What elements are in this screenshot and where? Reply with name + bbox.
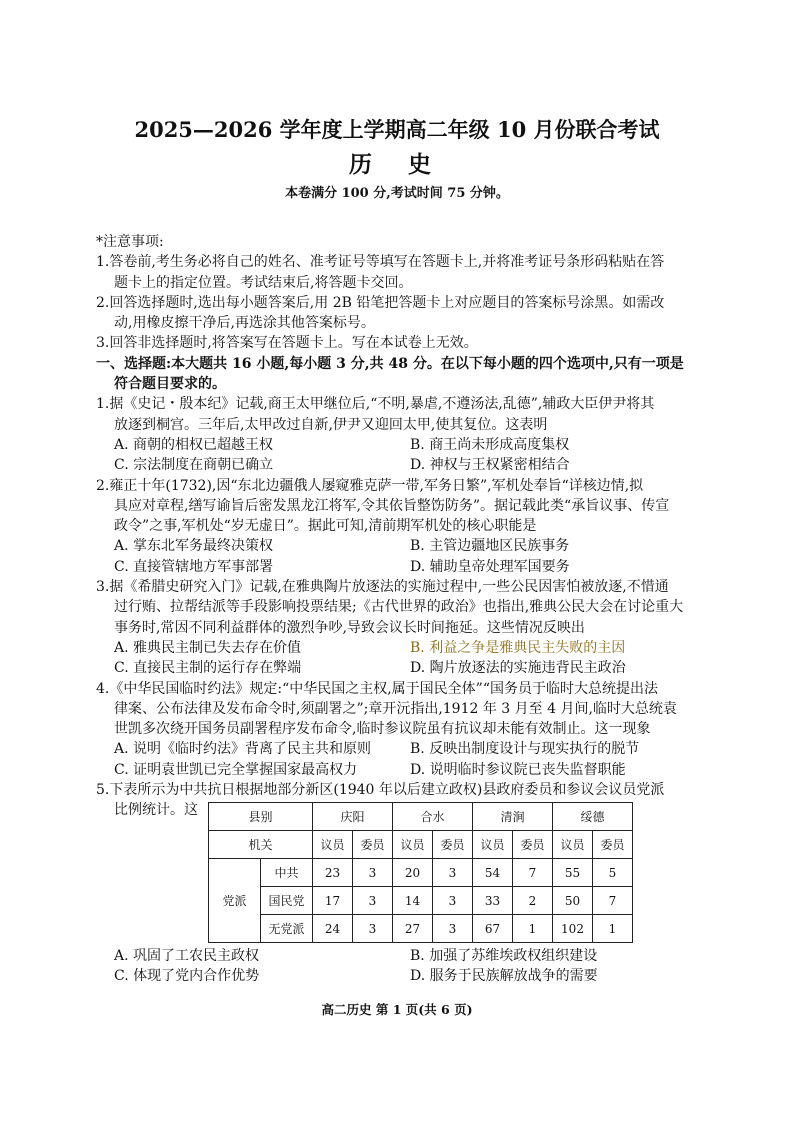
question-2-text: 政令”之事,军机处“岁无虚日”。据此可知,清前期军机处的核心职能是: [114, 518, 537, 535]
table-header-cell: 合水: [393, 803, 473, 831]
question-3-options: [96, 638, 736, 658]
table-cell: 国民党: [261, 887, 313, 915]
question-5-text: 5.下表所示为中共抗日根据地部分新区(1940 年以后建立政权)县政府委员和参议会议员党派: [96, 782, 665, 799]
option-d: D. 陶片放逐法的实施违背民主政治: [410, 660, 626, 677]
table-cell: 3: [353, 915, 393, 943]
table-header-cell: 议员: [553, 831, 593, 859]
section-heading-cont: 符合题目要求的。: [114, 376, 226, 393]
option-b: B. 商王尚未形成高度集权: [410, 436, 570, 453]
question-2-text: 具应对章程,缮写谕旨后密发黑龙江将军,令其依旨整饬防务”。据记载此类“承旨议事、传宣: [114, 497, 670, 514]
table-cell: 67: [473, 915, 513, 943]
table-cell: 50: [553, 887, 593, 915]
option-d: D. 神权与王权紧密相结合: [410, 457, 570, 474]
question-5-options-block: [96, 946, 736, 987]
party-ratio-table: [208, 802, 633, 943]
table-header-cell: 议员: [393, 831, 433, 859]
question-1-text: 放逐到桐宫。三年后,太甲改过自新,伊尹又迎回太甲,使其复位。这表明: [114, 416, 548, 433]
table-cell: 33: [473, 887, 513, 915]
option-a: A. 商朝的相权已超越王权: [114, 436, 274, 453]
question-3-text: 事务时,常因不同利益群体的激烈争吵,导致会议长时间拖延。这些情况反映出: [114, 619, 585, 636]
table-cell: 102: [553, 915, 593, 943]
table-cell: 2: [513, 887, 553, 915]
question-1-text: 1.据《史记・殷本纪》记载,商王太甲继位后,“不明,暴虐,不遵汤法,乱德”,辅政大臣伊尹将其: [96, 396, 655, 413]
option-a: A. 掌东北军务最终决策权: [114, 538, 274, 555]
question-3-options: [96, 658, 736, 678]
option-d: D. 服务于民族解放战争的需要: [410, 968, 598, 985]
table-header-cell: 委员: [433, 831, 473, 859]
table-cell: 27: [393, 915, 433, 943]
exam-body: [96, 232, 736, 821]
option-d: D. 辅助皇帝处理军国要务: [410, 558, 570, 575]
question-5-text: 比例统计。这: [114, 802, 198, 819]
table-row: [209, 915, 633, 943]
exam-note: 本卷满分 100 分,考试时间 75 分钟。: [285, 186, 509, 201]
option-c: C. 证明袁世凯已完全掌握国家最高权力: [114, 761, 358, 778]
instruction-line: 题卡上的指定位置。考试结束后,将答题卡交回。: [114, 274, 413, 291]
page-footer: 高二历史 第 1 页(共 6 页): [321, 1002, 473, 1017]
table-header-cell: 庆阳: [313, 803, 393, 831]
table-cell: 3: [353, 887, 393, 915]
question-2-options: [96, 536, 736, 556]
table-cell: 中共: [261, 859, 313, 887]
table-cell: 23: [313, 859, 353, 887]
table-header-cell: 委员: [353, 831, 393, 859]
question-2-options: [96, 557, 736, 577]
option-b: B. 反映出制度设计与现实执行的脱节: [410, 741, 640, 758]
table-header-cell: 清涧: [473, 803, 553, 831]
table-cell: 17: [313, 887, 353, 915]
table-cell: 党派: [209, 859, 261, 943]
table-header-cell: 议员: [313, 831, 353, 859]
table-cell: 3: [353, 859, 393, 887]
question-1-options: [96, 435, 736, 455]
table-header-cell: 绥德: [553, 803, 633, 831]
question-3-text: 过行贿、拉帮结派等手段影响投票结果;《古代世界的政治》也指出,雅典公民大会在讨论重大: [114, 599, 684, 616]
table-cell: 3: [433, 859, 473, 887]
table-row: [209, 887, 633, 915]
table-subheader-row: [209, 831, 633, 859]
question-1-options: [96, 455, 736, 475]
question-2-text: 2.雍正十年(1732),因“东北边疆俄人屡窥雅克萨一带,军务日繁”,军机处奉旨“详核边情,拟: [96, 477, 644, 494]
question-4-options: [96, 760, 736, 780]
option-a: A. 雅典民主制已失去存在价值: [114, 639, 302, 656]
table-cell: 无党派: [261, 915, 313, 943]
question-4-options: [96, 739, 736, 759]
option-a: A. 巩固了工农民主政权: [114, 948, 260, 964]
question-5-options: [96, 966, 736, 986]
table-header-cell: 议员: [473, 831, 513, 859]
table-header-cell: 委员: [513, 831, 553, 859]
table-cell: 1: [593, 915, 633, 943]
table-header-cell: 委员: [593, 831, 633, 859]
instruction-line: 1.答卷前,考生务必将自己的姓名、准考证号等填写在答题卡上,并将准考证号条形码粘贴在答: [96, 254, 665, 271]
instructions-heading: *注意事项:: [96, 234, 164, 250]
instruction-line: 2.回答选择题时,选出每小题答案后,用 2B 铅笔把答题卡上对应题目的答案标号涂黑。如需改: [96, 294, 665, 311]
table-cell: 24: [313, 915, 353, 943]
table-cell: 7: [593, 887, 633, 915]
table-cell: 5: [593, 859, 633, 887]
exam-title: 2025—2026 学年度上学期高二年级 10 月份联合考试: [134, 117, 660, 142]
question-4-text: 律案、公布法律及发布命令时,须副署之”;章开沅指出,1912 年 3 月至 4 月间,临时大总统袁: [114, 700, 677, 717]
section-heading: 一、选择题:本大题共 16 小题,每小题 3 分,共 48 分。在以下每小题的四个选项中,只有一项是: [96, 355, 684, 372]
question-4-text: 世凯多次绕开国务员副署程序发布命令,临时参议院虽有抗议却未能有效制止。这一现象: [114, 721, 651, 738]
instruction-line: 3.回答非选择题时,将答案写在答题卡上。写在本试卷上无效。: [96, 335, 478, 352]
table-cell: 7: [513, 859, 553, 887]
option-b: B. 主管边疆地区民族事务: [410, 538, 570, 555]
table-row: [209, 859, 633, 887]
question-4-text: 4.《中华民国临时约法》规定:“中华民国之主权,属于国民全体”“国务员于临时大总统提出法: [96, 680, 658, 697]
option-c: C. 直接管辖地方军事部署: [114, 558, 274, 575]
table-header-cell: 机关: [209, 831, 313, 859]
table-header-cell: 县别: [209, 803, 313, 831]
option-b: B. 利益之争是雅典民主失败的主因: [410, 639, 626, 656]
table-header-row: [209, 803, 633, 831]
option-c: C. 体现了党内合作优势: [114, 968, 260, 985]
table-cell: 20: [393, 859, 433, 887]
table-cell: 55: [553, 859, 593, 887]
option-b: B. 加强了苏维埃政权组织建设: [410, 948, 598, 964]
table-cell: 14: [393, 887, 433, 915]
question-5-options: [96, 946, 736, 966]
subject-title: 历 史: [348, 151, 445, 178]
option-d: D. 说明临时参议院已丧失监督职能: [410, 761, 626, 778]
table-cell: 54: [473, 859, 513, 887]
option-c: C. 直接民主制的运行存在弊端: [114, 660, 302, 677]
instruction-line: 动,用橡皮擦干净后,再选涂其他答案标号。: [114, 315, 375, 332]
option-a: A. 说明《临时约法》背离了民主共和原则: [114, 741, 372, 758]
table-cell: 3: [433, 887, 473, 915]
question-3-text: 3.据《希腊史研究入门》记载,在雅典陶片放逐法的实施过程中,一些公民因害怕被放逐,不惜通: [96, 579, 669, 596]
option-c: C. 宗法制度在商朝已确立: [114, 457, 274, 474]
table-cell: 1: [513, 915, 553, 943]
table-cell: 3: [433, 915, 473, 943]
